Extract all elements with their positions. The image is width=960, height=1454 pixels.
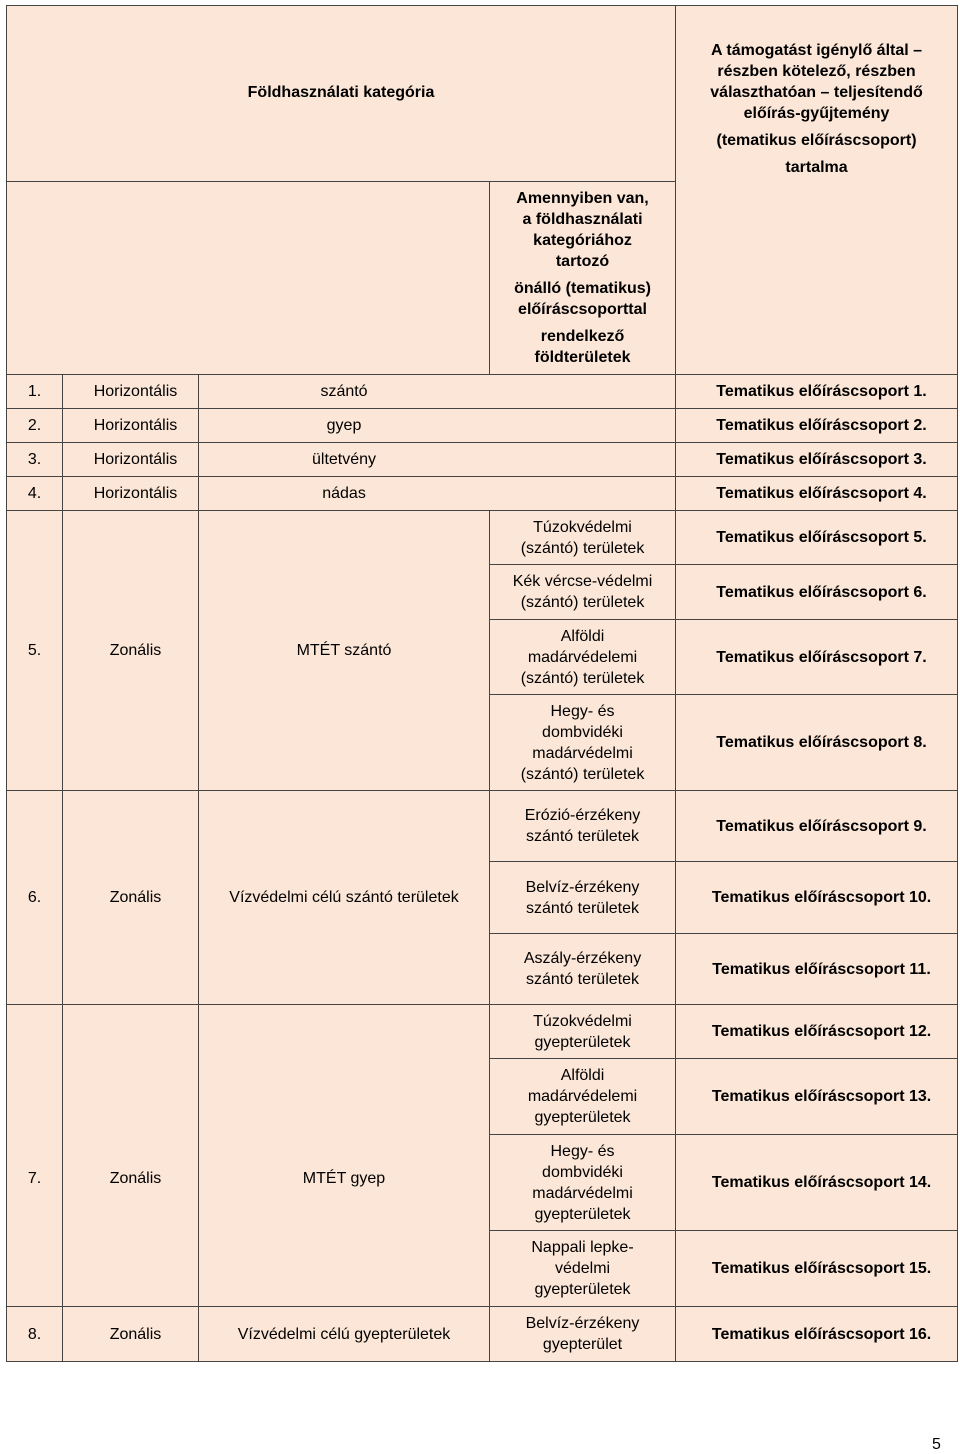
requirement-group: Tematikus előíráscsoport 2. [676,409,958,443]
header-sub-line: kategóriához [533,232,632,249]
requirement-group: Tematikus előíráscsoport 12. [676,1005,958,1059]
land-use-table [6,5,958,1362]
sub-area-line: dombvidéki [542,1163,623,1181]
sub-area-line: madárvédelmi [532,744,633,762]
header-req-line: előírás-gyűjtemény [743,105,890,122]
land-category: ültetvény [199,443,676,477]
land-category: szántó [199,375,676,409]
sub-area-line: gyepterületek [534,1109,631,1126]
land-category: Vízvédelmi célú gyepterületek [199,1307,490,1362]
sub-area [490,791,676,862]
sub-area-line: Alföldi [560,1067,605,1084]
sub-area [490,1059,676,1135]
header-req-line: részben kötelező, részben [717,63,916,80]
requirement-group: Tematikus előíráscsoport 1. [676,375,958,409]
sub-area-line: (szántó) területek [520,669,645,687]
sub-area-line: Belvíz-érzékeny [525,1315,640,1332]
header-sub-line: Amennyiben van, [516,190,649,207]
requirement-group: Tematikus előíráscsoport 4. [676,477,958,511]
sub-area [490,1231,676,1307]
header-subcategory [490,182,676,375]
requirement-group: Tematikus előíráscsoport 8. [676,695,958,791]
requirement-group: Tematikus előíráscsoport 3. [676,443,958,477]
sub-area [490,1005,676,1059]
sub-area-line: gyepterület [542,1336,623,1353]
sub-area-line: gyepterületek [534,1205,631,1223]
zone-type: Horizontális [63,443,199,477]
sub-area-line: Túzokvédelmi [533,518,632,536]
header-sub-line: a földhasználati [522,211,643,228]
sub-area-line: gyepterületek [534,1281,631,1298]
sub-area-line: szántó területek [526,971,639,988]
requirement-group: Tematikus előíráscsoport 13. [676,1059,958,1135]
zone-type: Horizontális [63,409,199,443]
sub-area-line: Belvíz-érzékeny [525,878,640,896]
header-category-text: Földhasználati kategória [247,84,435,101]
requirement-group: Tematikus előíráscsoport 10. [676,862,958,934]
row-number: 2. [7,409,63,443]
header-req-line: A támogatást igénylő által – [711,42,923,59]
row-number: 4. [7,477,63,511]
row-number: 5. [7,511,63,791]
sub-area-line: madárvédelemi [527,648,638,666]
header-sub-line: rendelkező [540,328,625,345]
sub-area-line: madárvédelemi [527,1088,638,1105]
sub-area-line: dombvidéki [542,723,623,741]
zone-type: Zonális [63,791,199,1005]
zone-type: Horizontális [63,375,199,409]
row-number: 8. [7,1307,63,1362]
sub-area-line: (szántó) területek [520,539,645,557]
sub-area-line: szántó területek [526,828,639,845]
requirement-group: Tematikus előíráscsoport 5. [676,511,958,565]
requirement-group: Tematikus előíráscsoport 16. [676,1307,958,1362]
zone-type: Horizontális [63,477,199,511]
sub-area-line: védelmi [554,1260,611,1277]
requirement-group: Tematikus előíráscsoport 9. [676,791,958,862]
sub-area-line: Hegy- és [550,702,615,720]
requirement-group: Tematikus előíráscsoport 11. [676,934,958,1005]
row-number: 1. [7,375,63,409]
sub-area [490,620,676,695]
header-req-line: választhatóan – teljesítendő [710,84,923,101]
table-row [7,791,958,862]
sub-area-line: Nappali lepke- [531,1239,634,1256]
sub-area-line: Alföldi [560,627,605,645]
header-sub-line: földterületek [534,349,631,366]
header-req-line: tartalma [785,159,848,176]
sub-area [490,934,676,1005]
requirement-group: Tematikus előíráscsoport 6. [676,565,958,620]
table-row [7,477,958,511]
requirement-group: Tematikus előíráscsoport 14. [676,1135,958,1231]
table-row [7,375,958,409]
sub-area [490,1307,676,1362]
sub-area-line: Hegy- és [550,1142,615,1160]
table-row [7,511,958,565]
header-sub-line: előíráscsoporttal [518,301,647,318]
header-empty [7,182,490,375]
sub-area-line: Aszály-érzékeny [523,950,642,967]
land-category: gyep [199,409,676,443]
sub-area-line: Túzokvédelmi [533,1012,632,1030]
header-requirements [676,6,958,375]
table-row [7,1307,958,1362]
requirement-group: Tematikus előíráscsoport 15. [676,1231,958,1307]
land-category: Vízvédelmi célú szántó területek [199,791,490,1005]
sub-area-line: Kék vércse-védelmi [512,573,653,590]
sub-area-line: szántó területek [526,899,639,917]
sub-area-line: madárvédelmi [532,1184,633,1202]
sub-area [490,695,676,791]
row-number: 6. [7,791,63,1005]
row-number: 7. [7,1005,63,1307]
sub-area [490,1135,676,1231]
sub-area-line: (szántó) területek [520,594,645,611]
page-number: 5 [932,1436,941,1453]
zone-type: Zonális [63,1307,199,1362]
zone-type: Zonális [63,511,199,791]
sub-area-line: Erózió-érzékeny [524,807,641,824]
sub-area [490,862,676,934]
land-category: nádas [199,477,676,511]
land-category: MTÉT szántó [199,511,490,791]
sub-area [490,565,676,620]
header-sub-line: önálló (tematikus) [514,280,651,297]
header-sub-line: tartozó [555,253,610,270]
header-category [7,6,676,182]
sub-area-line: (szántó) területek [520,765,645,783]
row-number: 3. [7,443,63,477]
table-row [7,409,958,443]
sub-area [490,511,676,565]
table-row [7,443,958,477]
table-row [7,1005,958,1059]
land-category: MTÉT gyep [199,1005,490,1307]
sub-area-line: gyepterületek [534,1033,631,1051]
zone-type: Zonális [63,1005,199,1307]
requirement-group: Tematikus előíráscsoport 7. [676,620,958,695]
header-req-line: (tematikus előíráscsoport) [716,132,917,149]
